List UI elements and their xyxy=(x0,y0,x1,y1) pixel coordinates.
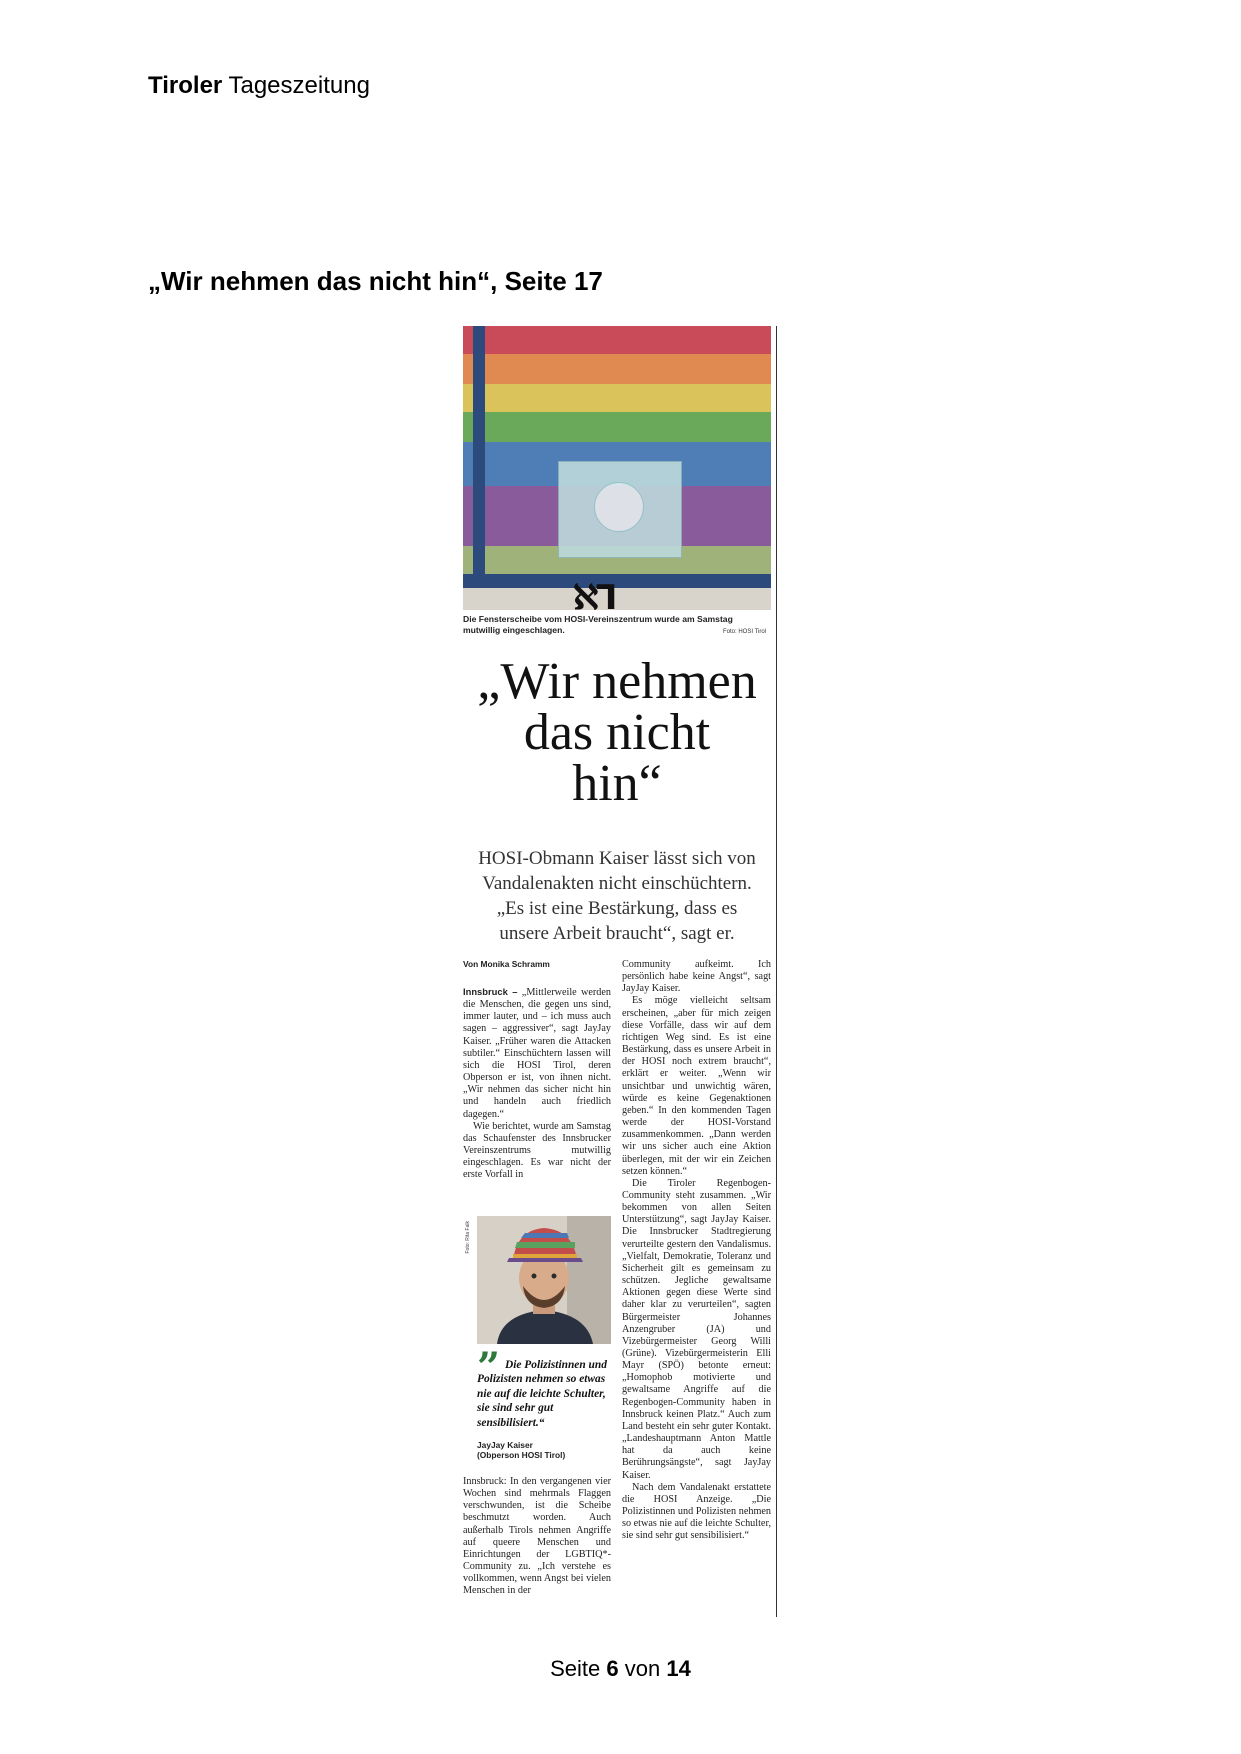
column-rule xyxy=(776,326,777,1617)
rainbow-flag-window-photo xyxy=(463,326,771,610)
newspaper-clipping xyxy=(463,326,775,1617)
window-frame-left xyxy=(473,326,485,588)
author-byline: Von Monika Schramm xyxy=(463,959,550,969)
body-paragraph: Nach dem Vandalenakt erstattete die HOSI Anzeige. „Die Polizistinnen und Polizisten nehmen so etwas nie auf die leichte Schulter, sie sind sehr gut sensibilisiert.“ xyxy=(622,1481,771,1542)
photo-credit: Foto: HOSI Tirol xyxy=(723,629,767,635)
page-footer xyxy=(0,1656,1241,1682)
masthead-bold: Tiroler xyxy=(148,72,223,99)
window-sill xyxy=(463,588,771,610)
flag-stripe-yellow xyxy=(463,384,771,412)
body-column-left xyxy=(463,986,611,1182)
masthead-rest: Tageszeitung xyxy=(228,72,370,99)
body-column-right xyxy=(622,959,771,1543)
teaser-line-4: unsere Arbeit braucht“, sagt er. xyxy=(499,923,735,944)
portrait-photo-jayjay-kaiser xyxy=(477,1216,611,1344)
window-frame-bottom xyxy=(463,574,771,588)
footer-current-page: 6 xyxy=(606,1656,619,1681)
body-paragraph: Es möge vielleicht seltsam erscheinen, „aber für mich zeigen diese Vorfälle, dass wir auf dem richtigen Weg sind. Es ist eine Bestärkung, dass es unsere Arbeit in der HOSI noch extrem braucht“, erklärt er weiter. „Wenn wir unsichtbar und unwichtig wären, würde es keine Gegenaktionen geben.“ In den kommenden Tagen werde der HOSI-Vorstand zusammenkommen. „Dann werden wir uns sicher auch eine Aktion überlegen, mit der wir ein Zeichen setzen können.“ xyxy=(622,995,771,1177)
quote-attribution xyxy=(477,1440,565,1460)
body-paragraph: Die Tiroler Regenbogen-Community steht zusammen. „Wir bekommen von allen Seiten Unterstützung“, sagt JayJay Kaiser. Die Innsbrucker Stadtregierung verurteilte gestern den Vandalismus. „Vielfalt, Demokratie, Toleranz und Sicherheit gilt es gemeinsam zu schützen. Jegliche gewaltsame Aktionen gegen diese Werte sind daher klar zu verurteilen“, sagten Bürgermeister Johannes Anzengruber (JA) und Vizebürgermeister Georg Willi (Grüne). Vizebürgermeisterin Elli Mayr (SPÖ) betonte erneut: „Homophob motivierte und gewaltsame Angriffe auf die Regenbogen-Community haben in Innsbruck keinen Platz.“ Auch zum Land besteht ein sehr guter Kontakt. „Landeshauptmann Anton Mattle hat da auch keine Berührungsängste“, sagt JayJay Kaiser. xyxy=(622,1177,771,1481)
teaser-line-1: HOSI-Obmann Kaiser lässt sich von xyxy=(478,848,756,869)
article-headline xyxy=(463,653,771,812)
document-heading: „Wir nehmen das nicht hin“, Seite 17 xyxy=(148,266,603,296)
dateline: Innsbruck – xyxy=(463,986,518,997)
quote-name: JayJay Kaiser xyxy=(477,1440,533,1450)
flag-stripe-green xyxy=(463,412,771,442)
flag-stripe-red xyxy=(463,326,771,354)
body-paragraph: Community aufkeimt. Ich persönlich habe keine Angst“, sagt JayJay Kaiser. xyxy=(622,959,771,995)
body-paragraph: Wie berichtet, wurde am Samstag das Schaufenster des Innsbrucker Vereinszentrums mutwillig eingeschlagen. Es war nicht der erste Vorfall in xyxy=(463,1120,611,1181)
article-teaser xyxy=(463,846,771,946)
footer-middle: von xyxy=(624,1656,661,1681)
footer-total-pages: 14 xyxy=(666,1656,691,1681)
flag-stripe-orange xyxy=(463,354,771,384)
body-paragraph xyxy=(463,986,611,1121)
quote-icon: ” xyxy=(477,1344,501,1391)
paragraph-text: „Mittlerweile werden die Menschen, die gegen uns sind, immer lauter, und – ich muss auch sagen – aggressiver“, sagt JayJay Kaiser. „Früher waren die Attacken subtiler.“ Einschüchtern lassen will sich die HOSI Tirol, deren Obperson er ist, von ihnen nicht. „Wir nehmen das sicher nicht hin und handeln auch friedlich dagegen.“ xyxy=(463,987,612,1120)
publication-masthead xyxy=(148,72,370,100)
headline-line-2: das nicht xyxy=(523,704,711,761)
quote-role: (Obperson HOSI Tirol) xyxy=(477,1450,566,1460)
photo-caption: Die Fensterscheibe vom HOSI-Vereinszentrum wurde am Samstag mutwillig eingeschlagen. xyxy=(463,614,733,635)
glass-crack xyxy=(594,482,644,532)
footer-prefix: Seite xyxy=(550,1656,601,1681)
teaser-line-2: Vandalenakten nicht einschüchtern. xyxy=(482,873,752,894)
pull-quote: Die Polizistinnen und Polizisten nehmen so etwas nie auf die leichte Schulter, sie sind sehr gut sensibilisiert.“ xyxy=(477,1359,607,1429)
teaser-line-3: „Es ist eine Bestärkung, dass es xyxy=(496,898,738,919)
broken-glass-panel xyxy=(558,461,682,558)
portrait-credit: Foto: Rita Falk xyxy=(465,1221,471,1254)
body-paragraph: Innsbruck: In den vergangenen vier Wochen sind mehrmals Flaggen verschwunden, ist die Scheibe beschmutzt worden. Auch außerhalb Tirols nehmen Angriffe auf queere Menschen und Einrichtungen der LGBTIQ*-Community zu. „Ich verstehe es vollkommen, wenn Angst bei vielen Menschen in der xyxy=(463,1476,611,1597)
body-column-left-bottom xyxy=(463,1476,611,1598)
graffiti-mark: ℵ⅂ xyxy=(573,578,614,610)
headline-line-3: hin“ xyxy=(572,755,662,812)
headline-line-1: „Wir nehmen xyxy=(477,653,757,710)
portrait-illustration xyxy=(477,1216,611,1344)
